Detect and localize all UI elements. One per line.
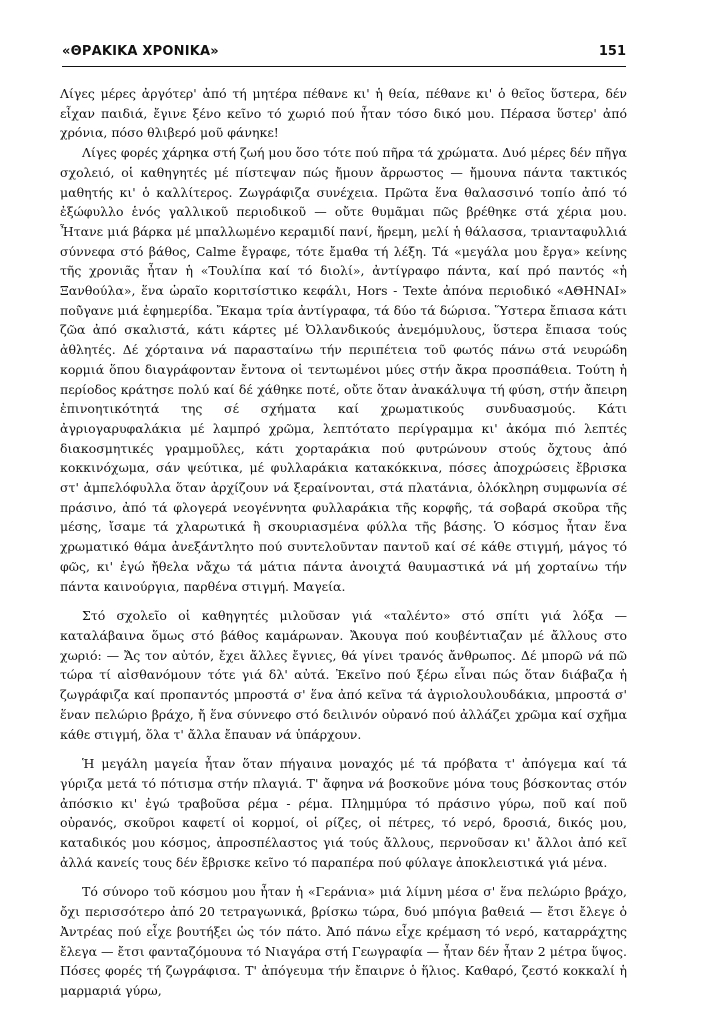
page-number: 151 xyxy=(598,44,626,59)
paragraph-2: Λίγες φορές χάρηκα στή ζωή μου ὅσο τότε πού πῆρα τά χρώματα. Δυό μέρες δέν πῆγα σχολειό, οἱ καθηγητές μέ πίστεψαν πώς ἤμουν ἄρρωστος — ἤμουνα πάντα τακτικός μαθητής κι' ὁ καλλίτερος. Ζωγράφιζα συνέχεια. Πρῶτα ἕνα θαλασσινό τοπίο ἀπό τό ἐξώφυλλο ἑνός γαλλικοῦ περιοδικοῦ — οὔτε θυμᾶμαι πῶς βρέθηκε στά χέρια μου. Ἦτανε μιά βάρκα μέ μπαλλωμένο κεραμιδί πανί, ἥρεμη, μελί ἡ θάλασσα, τριανταφυλλιά σύννεφα στό βάθος, Calme ἔγραφε, τότε ἔμαθα τή λέξη. Τά «μεγάλα μου ἔργα» κείνης τῆς χρονιᾶς ἦταν ἡ «Τουλίπα καί τό διολί», ἀντίγραφο πάντα, καί πρό παντός «ἡ Ξανθούλα», ἕνα ὡραῖο κοριτσίστικο κεφάλι, Hors - Texte ἀπόνα περιοδικό «ΑΘΗΝΑΙ» ποῦ̀γανε μιά ἐφημερίδα. Ἔκαμα τρία ἀντίγραφα, τά δύο τά δώρισα. Ὕστερα ἔπιασα κάτι ζῶα ἀπό σκαλιστά, κάτι κάρτες μέ Ὀλλανδικούς ἀνεμόμυλους, ὕστερα ἔπιασα τούς ἀθλητές. Δέ χόρταινα νά παρασταίνω τήν περιπέτεια τοῦ φωτός πάνω στά νευρώδη κορμιά ὅπου διαγράφονταν ἔντονα οἱ τεντωμένοι μύες στήν ἄκρα προσπάθεια. Τούτη ἡ περίοδος κράτησε πολύ καί δέ χάθηκε ποτέ, οὔτε ὅταν ἀνακάλυψα τή φύση, στήν ἄπειρη ἐπινοητικότητά της σέ σχήματα καί χρωματικούς συνδυασμούς. Κάτι ἀγριογαρυφαλάκια μέ λαμπρό χρῶμα, λεπτότατο περίγραμμα κι' ἀκόμα πιό λεπτές διακοσμητικές γραμμοῦλες, κάτι χορταράκια πού φυτρώνουν στούς ὄχτους ἀπό κοκκινόχωμα, σάν ψεύτικα, μέ φυλλαράκια κατακόκκινα, πόσες ἀποχρώσεις ἔβρισκα στ' ἀμπελόφυλλα ὅταν ἀρχίζουν νά ξεραίνονται, στά πλατάνια, ὁλόκληρη συμφωνία σέ πράσινο, ἀπό τά φλογερά νεογέννητα φυλλαράκια τῆς κορφῆς, τά σοβαρά σκοῦρα τῆς μέσης, ἴσαμε τά χλαρωτικά ἢ σκουριασμένα φύλλα τῆς βάσης. Ὁ κόσμος ἦταν ἕνα χρωματικό θάμα ἀνεξάντλητο πού συντελοῦνταν παντοῦ καί σέ κάθε στιγμή, μάγος τό φῶς, κι' ἐγώ ἤθελα νἄχω τά μάτια πάντα ἀνοιχτά θαυμαστικά νά μή χορταίνω τήν πάντα καινούργια, παρθένα στιγμή. Μαγεία. xyxy=(60,145,627,594)
paragraph-1: Λίγες μέρες ἀργότερ' ἀπό τή μητέρα πέθανε κι' ἡ θεία, πέθανε κι' ὁ θεῖος ὕστερα, δέν εἶχαν παιδιά, ἔγινε ξένο κεῖνο τό χωριό πού ἦταν τόσο δικό μου. Πέρασα ὕστερ' ἀπό χρόνια, πόσο θλιβερό μοῦ φάνηκε! xyxy=(60,86,627,141)
paragraph-5: Τό σύνορο τοῦ κόσμου μου ἦταν ἡ «Γεράνια» μιά λίμνη μέσα σ' ἕνα πελώριο βράχο, ὄχι περισσότερο ἀπό 20 τετραγωνικά, βρίσκω τώρα, δυό μπόγια βαθειά — ἔτσι ἔλεγε ὁ Ἀντρέας πού εἶχε βουτήξει ὡς τόν πάτο. Ἀπό πάνω εἶχε κρέμαση τό νερό, καταρράχτης ἔλεγα — ἔτσι φανταζόμουνα τό Νιαγάρα στή Γεωγραφία — ἦταν δέν ἦταν 2 μέτρα ὕψος. Πόσες φορές τή ζωγράφισα. Τ' ἀπόγευμα τήν ἔπαιρνε ὁ ἥλιος. Καθαρό, ζεστό κοκκαλί ἡ μαρμαριά γύρω, xyxy=(60,884,627,998)
body-text xyxy=(60,84,627,1001)
running-title: «ΘΡΑΚΙΚΑ ΧΡΟΝΙΚΑ» xyxy=(62,44,219,59)
paragraph-3: Στό σχολεῖο οἱ καθηγητές μιλοῦσαν γιά «ταλέντο» στό σπίτι γιά λόξα — καταλάβαινα ὅμως στό βάθος καμάρωναν. Ἄκουγα πού κουβέντιαζαν μέ ἄλλους στο χωριό: — Ἄς τον αὐτόν, ἔχει ἄλλες ἔγνιες, θά γίνει τρανός ἄνθρωπος. Δέ μπορῶ νά πῶ τώρα τί αἰσθανόμουν τότε γιά δλ' αὐτά. Ἐκεῖνο πού ξέρω εἶναι πώς ὅταν διάβαζα ἡ ζωγράφιζα καί προπαντός μπροστά σ' ἕνα ἀπό κεῖνα τά ἀγριολουλουδάκια, μπροστά σ' ἕναν πελώριο βράχο, ἤ ἕνα σύννεφο στό δειλινόν οὐρανό πού ἀλλάζει χρῶμα καί σχῆμα κάθε στιγμή, ὅλα τ' ἄλλα ἔπαυαν νά ὑπάρχουν. xyxy=(60,608,627,742)
paragraph-4: Ἡ μεγάλη μαγεία ἦταν ὅταν πήγαινα μοναχός μέ τά πρόβατα τ' ἀπόγεμα καί τά γύριζα μετά τό πότισμα στήν πλαγιά. Τ' ἄφηνα νά βοσκοῦνε μόνα τους βόσκοντας στόν ἀπόσκιο κι' ἐγώ τραβοῦσα ρέμα - ρέμα. Πλημμύρα τό πράσινο γύρω, ποῦ καί ποῦ οὐρανός, σκοῦροι καφετί οἱ κορμοί, οἱ ρίζες, οἱ πέτρες, τό νερό, δροσιά, δικός μου, καταδικός μου κόσμος, ἀπροσπέλαστος γιά τούς ἄλλους, περνοῦσαν κι' ἄλλοι ἀπό κεῖ ἀλλά κανείς τους δέν ἔβρισκε κεῖνο τό παραπέρα πού φύλαγε ἀποκλειστικά γιά μένα. xyxy=(60,756,627,870)
running-header xyxy=(62,40,626,67)
